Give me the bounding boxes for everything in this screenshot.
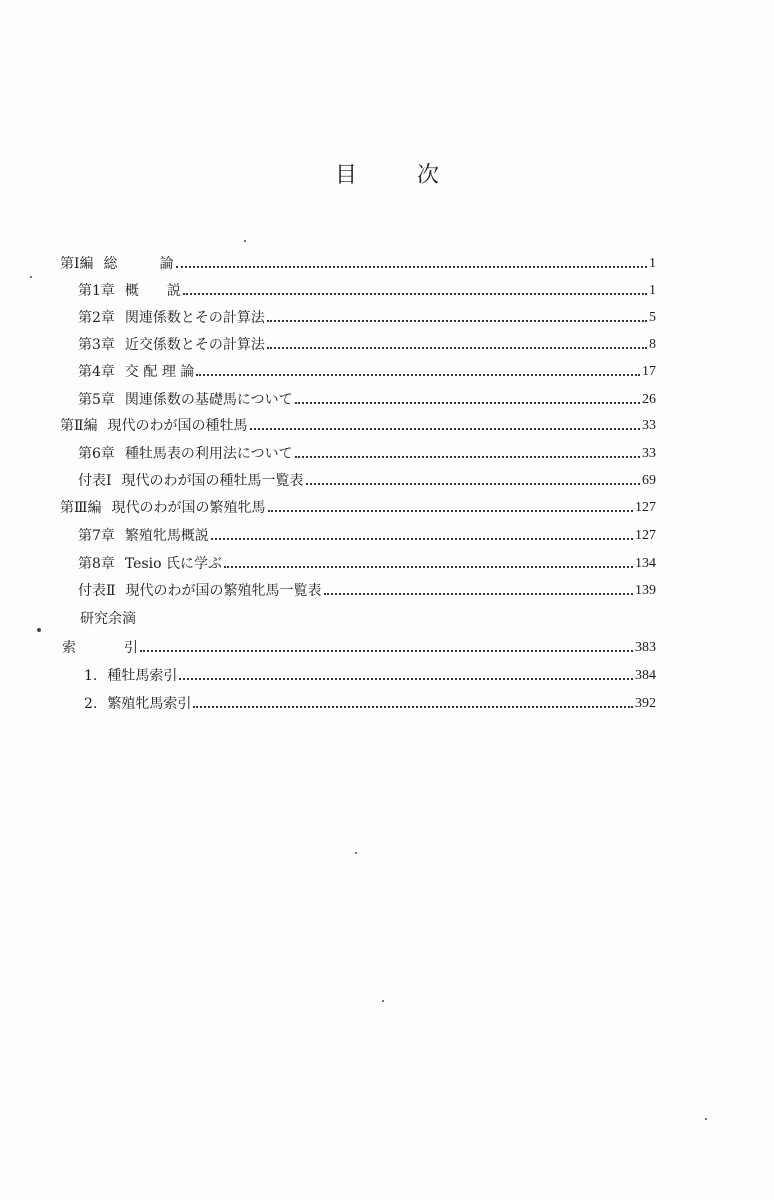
leader-dots	[211, 538, 633, 540]
toc-page: 1	[649, 283, 656, 298]
toc-page: 139	[635, 583, 656, 598]
leader-dots	[183, 293, 647, 295]
toc-page: 1	[649, 256, 656, 271]
toc-entry-appendix1[interactable]	[78, 465, 656, 489]
toc-page: 134	[635, 556, 656, 571]
toc-text: 引	[124, 640, 138, 656]
leader-dots	[179, 678, 633, 680]
toc-text: 種牡馬索引	[107, 668, 178, 684]
toc-label: 第2章	[78, 310, 115, 326]
toc-label: 第Ⅲ編	[60, 500, 102, 516]
toc-label: 第3章	[78, 337, 115, 353]
toc-label: 第1章	[78, 283, 115, 299]
title-right: 次	[417, 163, 440, 188]
title-left: 目	[334, 163, 357, 188]
leader-dots	[306, 483, 640, 485]
toc-entry-part1[interactable]	[60, 248, 656, 272]
toc-label: 第Ⅰ編	[60, 256, 94, 272]
leader-dots	[196, 374, 640, 376]
leader-dots	[176, 266, 647, 268]
toc-label: 第5章	[78, 392, 115, 408]
leader-dots	[267, 347, 647, 349]
leader-dots	[295, 456, 640, 458]
toc-entry-ch7[interactable]	[78, 520, 656, 544]
toc-text: 関連係数とその計算法	[124, 310, 265, 326]
toc-text: 交 配 理 論	[124, 364, 195, 380]
toc-page: 383	[635, 640, 656, 655]
toc-page: 127	[635, 528, 656, 543]
leader-dots	[295, 402, 640, 404]
toc-text: Tesio 氏に学ぶ	[124, 556, 222, 572]
toc-page: 392	[635, 696, 656, 711]
toc-entry-ch6[interactable]	[78, 438, 656, 462]
toc-label: 索	[62, 640, 76, 656]
leader-dots	[324, 593, 633, 595]
scan-speck	[382, 1000, 384, 1002]
toc-page: 384	[635, 668, 656, 683]
scan-speck	[37, 628, 41, 632]
leader-dots	[250, 428, 640, 430]
toc-entry-ch8[interactable]	[78, 548, 656, 572]
toc-text: 繁殖牝馬索引	[107, 696, 192, 712]
toc-entry-ch5[interactable]	[78, 384, 656, 408]
scan-speck	[30, 276, 32, 278]
toc-page: 26	[642, 392, 656, 407]
toc-page: 69	[642, 473, 656, 488]
toc-text: 現代のわが国の種牡馬	[107, 418, 248, 434]
toc-page: 5	[649, 310, 656, 325]
toc-label: 付表Ⅱ	[78, 583, 116, 599]
page-title	[0, 158, 774, 189]
toc-entry-part2[interactable]	[60, 410, 656, 434]
leader-dots	[268, 510, 633, 512]
toc-text: 繁殖牝馬概説	[124, 528, 209, 544]
toc-entry-ch3[interactable]	[78, 329, 656, 353]
toc-label: 第Ⅱ編	[60, 418, 98, 434]
toc-label: 2.	[84, 696, 98, 712]
toc-entry-index-stallions[interactable]	[84, 660, 656, 684]
toc-text: 現代のわが国の種牡馬一覧表	[121, 473, 304, 489]
toc-entry-index[interactable]	[62, 632, 656, 656]
scan-speck	[705, 1118, 707, 1120]
toc-label: 付表Ⅰ	[78, 473, 112, 489]
toc-text: 近交係数とその計算法	[124, 337, 265, 353]
toc-entry-index-mares[interactable]	[84, 688, 656, 712]
toc-text: 関連係数の基礎馬について	[124, 392, 293, 408]
toc-label: 第8章	[78, 556, 115, 572]
toc-page: 8	[649, 337, 656, 352]
leader-dots	[193, 706, 633, 708]
toc-label: 第7章	[78, 528, 115, 544]
toc-entry-part3[interactable]	[60, 492, 656, 516]
toc-entry-appendix2[interactable]	[78, 575, 656, 599]
toc-label: 1.	[84, 668, 98, 684]
toc-label: 第6章	[78, 446, 115, 462]
toc-entry-ch1[interactable]	[78, 275, 656, 299]
toc-entry-ch4[interactable]	[78, 356, 656, 380]
toc-page: 17	[642, 364, 656, 379]
toc-text: 研究余滴	[80, 611, 136, 627]
leader-dots	[140, 650, 633, 652]
toc-page: 127	[635, 500, 656, 515]
scan-speck	[355, 852, 357, 854]
toc-text: 概 説	[124, 283, 181, 299]
toc-entry-research-notes[interactable]	[80, 608, 136, 628]
toc-text: 現代のわが国の繁殖牝馬一覧表	[125, 583, 322, 599]
toc-text: 総 論	[103, 256, 174, 272]
toc-text: 現代のわが国の繁殖牝馬	[111, 500, 266, 516]
leader-dots	[267, 320, 647, 322]
toc-text: 種牡馬表の利用法について	[124, 446, 293, 462]
toc-page: 33	[642, 446, 656, 461]
leader-dots	[224, 566, 633, 568]
toc-label: 第4章	[78, 364, 115, 380]
toc-page: 33	[642, 418, 656, 433]
scan-speck	[244, 240, 246, 242]
toc-entry-ch2[interactable]	[78, 302, 656, 326]
